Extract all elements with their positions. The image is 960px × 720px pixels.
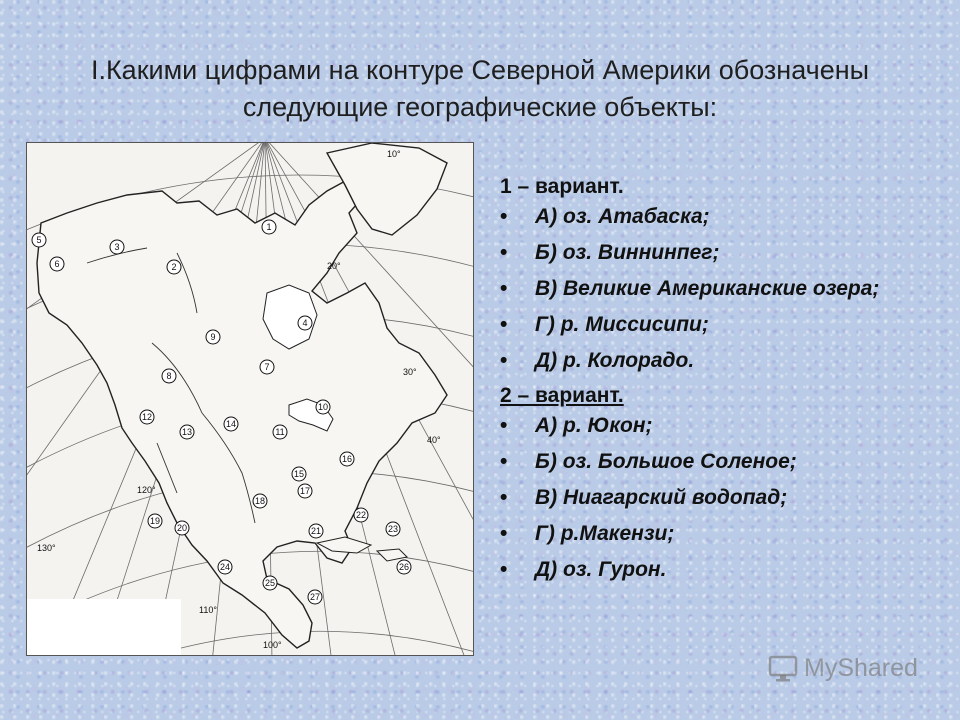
map-marker <box>140 410 154 424</box>
variant1-heading: 1 – вариант. <box>500 175 624 198</box>
svg-text:23: 23 <box>387 524 399 534</box>
svg-text:16: 16 <box>341 454 353 464</box>
map-marker <box>110 240 124 254</box>
map-drawing <box>27 143 473 655</box>
svg-text:15: 15 <box>293 469 305 479</box>
map-marker <box>175 521 189 535</box>
variant1-item: • Д) р. Колорадо. <box>500 349 695 372</box>
variant1-item: • Г) р. Миссисипи; <box>500 313 709 336</box>
svg-text:20: 20 <box>176 523 188 533</box>
svg-text:25: 25 <box>264 578 276 588</box>
degree-label: 40° <box>427 435 441 445</box>
svg-text:18: 18 <box>254 496 266 506</box>
map-marker <box>206 330 220 344</box>
degree-label: 120° <box>137 485 156 495</box>
map-marker <box>162 369 176 383</box>
bullet: • <box>500 313 508 336</box>
variant2-item: • Б) оз. Большое Соленое; <box>500 450 797 473</box>
map-marker <box>180 425 194 439</box>
map-marker <box>386 522 400 536</box>
svg-text:13: 13 <box>181 427 193 437</box>
map-marker <box>316 400 330 414</box>
bullet: • <box>500 349 508 372</box>
bullet: • <box>500 241 508 264</box>
svg-text:11: 11 <box>275 427 285 437</box>
variant1-item: • Б) оз. Виннинпег; <box>500 241 720 264</box>
map-marker <box>397 560 411 574</box>
svg-text:21: 21 <box>310 526 322 536</box>
map-marker <box>167 260 181 274</box>
svg-text:8: 8 <box>166 371 172 381</box>
svg-text:12: 12 <box>141 412 153 422</box>
svg-text:3: 3 <box>114 242 120 252</box>
slide-title: I.Какими цифрами на контуре Северной Америки обозначены следующие географические объекты: <box>90 55 870 122</box>
degree-label: 100° <box>263 640 282 650</box>
map-marker <box>340 452 354 466</box>
map-marker <box>298 484 312 498</box>
map-marker <box>273 425 287 439</box>
svg-text:26: 26 <box>398 562 410 572</box>
svg-text:4: 4 <box>302 318 308 328</box>
variant1-item: • В) Великие Американские озера; <box>500 277 880 300</box>
blank-white-patch <box>27 599 181 655</box>
variant2-item: • Д) оз. Гурон. <box>500 558 667 581</box>
map-marker <box>50 257 64 271</box>
monitor-icon <box>768 655 798 683</box>
map-marker <box>354 508 368 522</box>
north-america-contour-map <box>26 142 474 656</box>
degree-label: 110° <box>199 605 217 615</box>
logo-text: MyShared <box>804 654 918 682</box>
variant2-heading: 2 – вариант. <box>500 384 624 407</box>
map-marker <box>148 514 162 528</box>
variant2-item: • Г) р.Макензи; <box>500 522 675 545</box>
bullet: • <box>500 414 508 437</box>
svg-text:19: 19 <box>149 516 161 526</box>
map-marker <box>32 233 46 247</box>
myshared-logo <box>768 654 918 683</box>
degree-label: 10° <box>387 149 401 159</box>
variant2-item: • В) Ниагарский водопад; <box>500 486 788 509</box>
svg-text:2: 2 <box>171 262 177 272</box>
answer-variants <box>500 175 910 593</box>
svg-text:22: 22 <box>355 510 367 520</box>
bullet: • <box>500 558 508 581</box>
bullet: • <box>500 277 508 300</box>
map-marker <box>218 560 232 574</box>
bullet: • <box>500 522 508 545</box>
svg-text:1: 1 <box>266 222 272 232</box>
map-marker <box>260 360 274 374</box>
svg-text:7: 7 <box>264 362 270 372</box>
map-marker <box>292 467 306 481</box>
map-marker <box>224 417 238 431</box>
variant2-item: • А) р. Юкон; <box>500 414 653 437</box>
svg-text:17: 17 <box>299 486 311 496</box>
bullet: • <box>500 450 508 473</box>
bullet: • <box>500 205 508 228</box>
degree-label: 20° <box>327 261 341 271</box>
svg-text:24: 24 <box>219 562 231 572</box>
degree-label: 30° <box>403 367 417 377</box>
map-marker <box>309 524 323 538</box>
bullet: • <box>500 486 508 509</box>
degree-label: 130° <box>37 543 56 553</box>
map-marker <box>308 590 322 604</box>
variant1-item: • А) оз. Атабаска; <box>500 205 710 228</box>
map-marker <box>253 494 267 508</box>
svg-text:10: 10 <box>317 402 329 412</box>
svg-text:9: 9 <box>210 332 216 342</box>
map-marker <box>298 316 312 330</box>
svg-text:5: 5 <box>36 235 42 245</box>
svg-text:6: 6 <box>54 259 60 269</box>
map-marker <box>263 576 277 590</box>
map-marker <box>262 220 276 234</box>
svg-text:27: 27 <box>309 592 321 602</box>
svg-text:14: 14 <box>225 419 237 429</box>
